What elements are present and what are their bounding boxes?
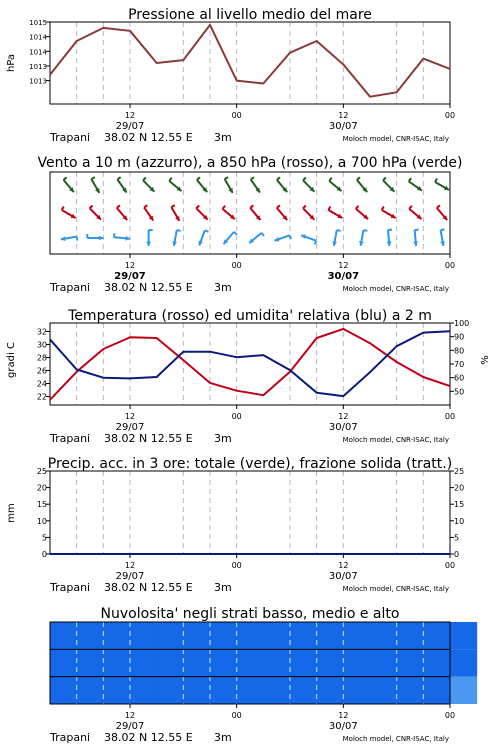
wind-barb-700hPa: [409, 178, 422, 190]
wind-barb-850hPa: [250, 205, 260, 220]
precip-x-tick-label: 00: [231, 561, 242, 570]
wind-barb-feather: [64, 177, 67, 180]
wind-location: Trapani: [50, 281, 91, 294]
temperature-x-tick-label: 00: [444, 412, 456, 421]
temperature-series-line: [50, 329, 450, 400]
wind-barb-10m: [440, 229, 445, 245]
cloud-cell: [397, 677, 424, 704]
pressure-date-label: 29/07: [115, 121, 145, 132]
wind-barb-feather: [223, 206, 226, 209]
wind-barb-10m: [274, 235, 290, 241]
wind-barb-head: [146, 242, 151, 246]
wind-barb-850hPa: [196, 206, 207, 220]
wind-barb-10m: [172, 230, 180, 246]
cloud-cell: [343, 649, 370, 676]
pressure-y-tick-label: 1015: [29, 19, 47, 27]
humidity-y-tick-label: 80: [454, 346, 465, 356]
cloud-cell: [157, 677, 184, 704]
temperature-model-credit: Moloch model, CNR-ISAC, Italy: [342, 436, 449, 444]
cloud-elevation: 3m: [214, 731, 232, 744]
wind-barb-feather: [62, 207, 64, 210]
wind-barb-10m: [332, 230, 340, 246]
humidity-y-tick-label: 90: [454, 332, 465, 342]
wind-barb-700hPa: [435, 179, 449, 190]
cloud-cell: [423, 622, 450, 649]
cloud-cell: [237, 677, 264, 704]
wind-barb-head: [99, 236, 103, 241]
pressure-date-label: 30/07: [328, 121, 358, 132]
wind-barb-850hPa: [62, 207, 76, 218]
cloud-cell: [237, 622, 264, 649]
wind-coords: 38.02 N 12.55 E: [104, 281, 193, 294]
pressure-title: Pressione al livello medio del mare: [128, 7, 372, 23]
cloud-cover-panel: [49, 606, 477, 744]
cloud-x-tick-label: 00: [444, 711, 456, 720]
wind-barb-10m: [387, 230, 392, 246]
temperature-y-tick-label: 26: [36, 366, 47, 376]
pressure-y-tick-label: 1013: [29, 62, 47, 71]
wind-barb-10m: [224, 232, 237, 244]
precip-x-tick-label: 12: [124, 561, 136, 570]
cloud-cell: [50, 622, 77, 649]
precip-date-label: 30/07: [328, 571, 358, 582]
cloud-cell: [183, 622, 210, 649]
cloud-cell: [103, 649, 130, 676]
humidity-y-tick-label: 100: [454, 319, 470, 328]
pressure-x-tick-label: 12: [124, 111, 136, 120]
wind-barb-feather: [196, 206, 199, 209]
cloud-x-tick-label: 12: [124, 711, 136, 720]
cloud-cell: [317, 649, 344, 676]
cloud-cell: [263, 649, 290, 676]
wind-barb-700hPa: [251, 177, 260, 192]
temperature-location: Trapani: [50, 432, 91, 445]
temperature-humidity-panel: [6, 308, 491, 445]
temperature-title: Temperatura (rosso) ed umidita' relativa (blu) a 2 m: [68, 308, 432, 324]
precip-y-tick-label: 25: [36, 467, 47, 476]
cloud-cell: [77, 677, 104, 704]
cloud-coords: 38.02 N 12.55 E: [104, 731, 193, 744]
wind-barb-850hPa: [144, 205, 153, 220]
pressure-series-line: [50, 25, 450, 97]
wind-barb-feather: [177, 230, 181, 231]
cloud-x-tick-label: 12: [338, 711, 349, 720]
cloud-cell: [290, 622, 317, 649]
cloud-cell: [317, 677, 344, 704]
wind-barb-feather: [77, 237, 78, 241]
precip-right-y-tick-label: 20: [454, 483, 465, 493]
cloud-cell: [343, 622, 370, 649]
wind-barb-feather: [409, 178, 411, 181]
wind-barb-feather: [437, 205, 440, 208]
cloud-cell: [50, 677, 77, 704]
temperature-x-tick-label: 12: [338, 412, 349, 421]
precip-right-y-tick-label: 25: [454, 467, 465, 476]
temperature-date-label: 30/07: [328, 422, 358, 433]
wind-barb-feather: [328, 207, 330, 210]
wind-date-label: 29/07: [114, 271, 146, 282]
cloud-cell: [210, 649, 237, 676]
wind-barb-feather: [144, 205, 147, 207]
pressure-y-tick-label: 1013: [29, 77, 47, 86]
wind-barb-feather: [303, 178, 306, 181]
wind-barb-850hPa: [277, 205, 287, 220]
cloud-location: Trapani: [50, 731, 91, 744]
cloud-cell: [397, 649, 424, 676]
precip-location: Trapani: [50, 581, 91, 594]
precip-right-y-tick-label: 5: [454, 533, 460, 543]
cloud-cell: [343, 677, 370, 704]
wind-barb-700hPa: [329, 178, 341, 191]
temperature-y-tick-label: 28: [36, 353, 47, 363]
humidity-y-tick-label: 60: [454, 373, 465, 383]
wind-barb-850hPa: [90, 206, 101, 220]
wind-barb-10m: [413, 230, 418, 246]
wind-barb-feather: [382, 207, 384, 210]
wind-barb-700hPa: [91, 177, 99, 193]
wind-barb-10m: [249, 233, 264, 243]
precip-elevation: 3m: [214, 581, 232, 594]
cloud-x-tick-label: 00: [231, 711, 242, 720]
cloud-model-credit: Moloch model, CNR-ISAC, Italy: [342, 735, 449, 743]
cloud-cell: [450, 649, 477, 676]
precip-right-y-tick-label: 15: [454, 500, 465, 510]
cloud-cell: [263, 622, 290, 649]
wind-barb-850hPa: [409, 206, 421, 219]
cloud-cell: [130, 677, 157, 704]
pressure-y-tick-label: 1014: [29, 33, 47, 42]
wind-barb-700hPa: [357, 177, 367, 192]
wind-barb-feather: [435, 179, 437, 182]
wind-barb-feather: [277, 205, 280, 208]
precip-x-tick-label: 00: [444, 561, 456, 570]
precip-ylabel: mm: [6, 503, 17, 523]
cloud-cell: [423, 677, 450, 704]
cloud-cell: [157, 622, 184, 649]
wind-barb-700hPa: [303, 178, 314, 192]
wind-barb-850hPa: [328, 207, 342, 218]
pressure-x-tick-label: 00: [444, 111, 456, 120]
precip-x-tick-label: 12: [338, 561, 349, 570]
wind-barb-10m: [87, 234, 103, 240]
wind-barb-feather: [383, 178, 386, 181]
precip-y-tick-label: 10: [36, 516, 47, 526]
cloud-cell: [130, 649, 157, 676]
wind-barb-700hPa: [225, 177, 233, 193]
cloud-cell: [317, 622, 344, 649]
wind-elevation: 3m: [214, 281, 232, 294]
wind-barb-feather: [315, 241, 316, 245]
cloud-cell: [77, 622, 104, 649]
wind-barb-700hPa: [117, 177, 126, 192]
wind-barb-feather: [91, 177, 94, 179]
wind-barb-feather: [234, 232, 237, 235]
pressure-panel: [6, 7, 455, 144]
temperature-coords: 38.02 N 12.55 E: [104, 432, 193, 445]
temperature-y-tick-label: 22: [36, 392, 47, 402]
wind-barb-feather: [277, 177, 280, 180]
wind-barb-feather: [356, 206, 359, 209]
cloud-cell: [370, 649, 397, 676]
temperature-y-tick-label: 24: [36, 379, 47, 389]
cloud-title: Nuvolosita' negli strati basso, medio e alto: [100, 606, 400, 622]
temperature-ylabel: gradi C: [6, 342, 17, 378]
wind-barb-10m: [114, 233, 130, 240]
wind-barb-feather: [261, 233, 264, 236]
pressure-location: Trapani: [50, 131, 91, 144]
wind-barb-850hPa: [382, 207, 396, 218]
cloud-cell: [450, 622, 477, 649]
temperature-x-tick-label: 00: [231, 412, 242, 421]
cloud-cell: [450, 677, 477, 704]
wind-barb-feather: [303, 206, 306, 209]
cloud-date-label: 30/07: [328, 721, 358, 732]
wind-barb-10m: [199, 230, 209, 245]
wind-barb-700hPa: [143, 178, 154, 192]
precip-coords: 38.02 N 12.55 E: [104, 581, 193, 594]
wind-barb-feather: [290, 235, 291, 239]
wind-barb-feather: [357, 177, 360, 180]
precip-y-tick-label: 0: [41, 550, 47, 559]
pressure-x-tick-label: 00: [231, 111, 242, 120]
wind-barb-feather: [250, 205, 253, 208]
wind-barb-850hPa: [117, 205, 127, 220]
pressure-coords: 38.02 N 12.55 E: [104, 131, 193, 144]
wind-barb-feather: [409, 206, 412, 209]
cloud-cell: [423, 649, 450, 676]
precip-y-tick-label: 5: [41, 533, 47, 543]
wind-barb-feather: [329, 178, 332, 181]
pressure-elevation: 3m: [214, 131, 232, 144]
wind-barb-10m: [359, 230, 367, 246]
wind-barb-feather: [171, 205, 174, 207]
wind-barb-feather: [251, 177, 254, 179]
precip-y-tick-label: 15: [36, 500, 47, 510]
cloud-cell: [237, 649, 264, 676]
temperature-elevation: 3m: [214, 432, 232, 445]
temperature-date-label: 29/07: [115, 422, 145, 433]
wind-barb-feather: [363, 230, 367, 231]
humidity-series-line: [50, 331, 450, 396]
cloud-cell: [130, 622, 157, 649]
wind-barb-10m: [61, 236, 77, 241]
wind-barb-700hPa: [64, 177, 74, 192]
wind-title: Vento a 10 m (azzurro), a 850 hPa (rosso), a 700 hPa (verde): [37, 155, 463, 171]
precip-plot-frame: [50, 471, 450, 554]
wind-barb-feather: [169, 178, 172, 181]
cloud-cell: [290, 677, 317, 704]
pressure-model-credit: Moloch model, CNR-ISAC, Italy: [342, 135, 449, 143]
cloud-cell: [370, 677, 397, 704]
precip-right-y-tick-label: 0: [454, 550, 460, 559]
wind-barb-feather: [337, 230, 341, 231]
wind-barb-700hPa: [169, 178, 181, 191]
precip-title: Precip. acc. in 3 ore: totale (verde), frazione solida (tratt.): [47, 456, 453, 472]
wind-barb-feather: [197, 177, 200, 180]
cloud-cell: [77, 649, 104, 676]
humidity-y-tick-label: 70: [454, 360, 465, 369]
wind-barb-850hPa: [303, 206, 314, 220]
wind-barb-850hPa: [437, 205, 447, 220]
precip-date-label: 29/07: [115, 571, 145, 582]
precipitation-panel: [6, 456, 464, 594]
wind-barb-feather: [143, 178, 146, 181]
pressure-plot-frame: [50, 22, 450, 104]
humidity-ylabel: %: [480, 355, 491, 365]
precip-model-credit: Moloch model, CNR-ISAC, Italy: [342, 585, 449, 593]
wind-barb-feather: [441, 229, 445, 230]
wind-x-tick-label: 00: [231, 261, 242, 270]
cloud-cell: [50, 649, 77, 676]
wind-barb-850hPa: [356, 206, 368, 219]
wind-barb-feather: [117, 205, 120, 208]
wind-barb-feather: [205, 230, 209, 231]
cloud-cell: [210, 677, 237, 704]
pressure-y-tick-label: 1014: [29, 48, 47, 57]
temperature-y-tick-label: 32: [36, 327, 47, 337]
wind-date-label: 30/07: [327, 271, 360, 282]
wind-barb-700hPa: [197, 177, 207, 192]
wind-model-credit: Moloch model, CNR-ISAC, Italy: [342, 285, 449, 293]
cloud-cell: [103, 677, 130, 704]
wind-barb-700hPa: [383, 178, 394, 192]
cloud-cell: [157, 649, 184, 676]
wind-barb-head: [413, 241, 418, 246]
humidity-y-tick-label: 50: [454, 387, 465, 397]
wind-barb-850hPa: [223, 206, 235, 219]
wind-barb-head: [125, 236, 130, 241]
pressure-x-tick-label: 12: [338, 111, 349, 120]
wind-barb-feather: [117, 177, 120, 179]
cloud-cell: [183, 677, 210, 704]
wind-barb-head: [387, 241, 392, 246]
wind-barb-10m: [146, 230, 152, 246]
precip-y-tick-label: 20: [36, 483, 47, 493]
cloud-date-label: 29/07: [115, 721, 145, 732]
cloud-cell: [370, 622, 397, 649]
cloud-cell: [103, 622, 130, 649]
precip-right-y-tick-label: 10: [454, 516, 465, 526]
temperature-x-tick-label: 12: [124, 412, 136, 421]
temperature-y-tick-label: 30: [36, 340, 47, 350]
cloud-cell: [183, 649, 210, 676]
wind-barb-feather: [225, 177, 228, 179]
wind-x-tick-label: 00: [444, 261, 456, 270]
wind-barb-10m: [301, 235, 316, 245]
cloud-cell: [290, 649, 317, 676]
cloud-cell: [397, 622, 424, 649]
wind-x-tick-label: 12: [338, 261, 349, 270]
wind-barb-feather: [90, 206, 93, 209]
wind-panel: [37, 155, 462, 294]
pressure-ylabel: hPa: [6, 53, 17, 73]
cloud-cell: [210, 622, 237, 649]
wind-x-tick-label: 12: [124, 261, 136, 270]
wind-barb-850hPa: [171, 205, 179, 221]
wind-barb-700hPa: [277, 177, 287, 192]
cloud-cell: [263, 677, 290, 704]
